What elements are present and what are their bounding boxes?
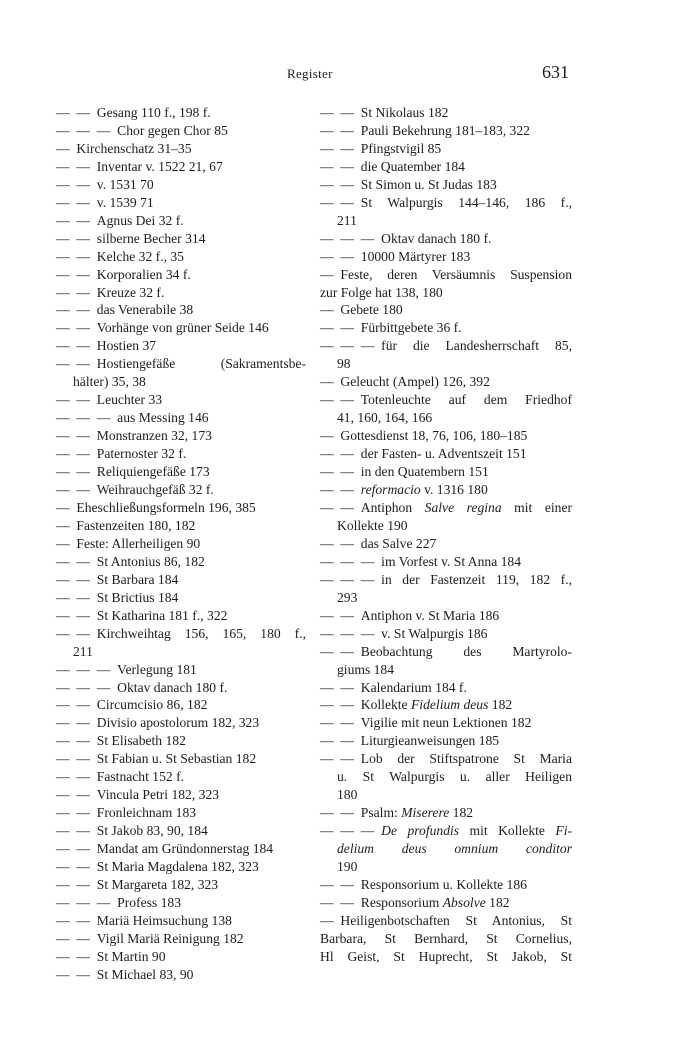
index-entry bbox=[320, 679, 572, 697]
entry-text: Kelche 32 f., 35 bbox=[96, 248, 184, 264]
entry-dash: — — bbox=[320, 715, 361, 731]
index-entry bbox=[320, 301, 572, 319]
index-entry bbox=[56, 804, 306, 822]
entry-text: Agnus Dei 32 f. bbox=[96, 212, 184, 228]
entry-text: Hostien 37 bbox=[96, 338, 157, 354]
index-entry bbox=[320, 499, 572, 517]
entry-dash: — — bbox=[56, 212, 97, 228]
index-entry bbox=[320, 391, 572, 409]
index-entry bbox=[56, 499, 306, 517]
entry-text: Weihrauchgefäß 32 f. bbox=[96, 482, 214, 498]
entry-text: zur Folge hat 138, 180 bbox=[320, 284, 443, 300]
entry-text: Mariä Heimsuchung 138 bbox=[96, 912, 232, 928]
entry-text: Verlegung 181 bbox=[117, 661, 197, 677]
entry-text: Inventar v. 1522 21, 67 bbox=[96, 158, 223, 174]
entry-text: Fronleichnam 183 bbox=[96, 805, 197, 821]
entry-dash: — bbox=[56, 140, 77, 156]
entry-text: Responsorium Absolve 182 bbox=[360, 894, 510, 910]
entry-dash: — — bbox=[320, 894, 361, 910]
entry-dash: — — bbox=[56, 553, 97, 569]
index-entry bbox=[56, 194, 306, 212]
entry-text: Heiligenbotschaften St Antonius, St bbox=[340, 912, 572, 928]
entry-text: reformacio v. 1316 180 bbox=[360, 482, 488, 498]
index-entry bbox=[56, 337, 306, 355]
index-entry bbox=[320, 284, 572, 302]
entry-dash: — — — bbox=[56, 679, 118, 695]
entry-dash: — — bbox=[320, 643, 361, 659]
page-number: 631 bbox=[542, 62, 569, 82]
index-entry bbox=[320, 840, 572, 858]
entry-dash: — — bbox=[320, 194, 361, 210]
index-entry bbox=[320, 750, 572, 768]
entry-text: Geleucht (Ampel) 126, 392 bbox=[340, 374, 490, 390]
entry-text: Vorhänge von grüner Seide 146 bbox=[96, 320, 269, 336]
entry-text: Feste, deren Versäumnis Suspension bbox=[340, 266, 572, 282]
entry-text: 98 bbox=[337, 356, 351, 372]
index-entry bbox=[320, 589, 572, 607]
index-entry bbox=[56, 266, 306, 284]
entry-text: Kollekte 190 bbox=[337, 517, 408, 533]
entry-text: Lob der Stiftspatrone St Maria bbox=[360, 751, 572, 767]
index-entry bbox=[320, 481, 572, 499]
entry-dash: — bbox=[320, 374, 341, 390]
entry-dash: — — bbox=[56, 948, 97, 964]
index-entry bbox=[56, 140, 306, 158]
entry-text: in der Fastenzeit 119, 182 f., bbox=[381, 571, 572, 587]
entry-dash: — — bbox=[56, 912, 97, 928]
entry-text: Vigilie mit neun Lektionen 182 bbox=[360, 715, 532, 731]
entry-dash: — — — bbox=[320, 571, 382, 587]
entry-dash: — — bbox=[320, 499, 361, 515]
entry-text: Kirchweihtag 156, 165, 180 f., bbox=[96, 625, 306, 641]
entry-text: Chor gegen Chor 85 bbox=[117, 122, 228, 138]
entry-text: Profess 183 bbox=[117, 894, 181, 910]
index-entry bbox=[320, 535, 572, 553]
entry-dash: — — bbox=[56, 823, 97, 839]
entry-text: für die Landesherrschaft 85, bbox=[381, 338, 572, 354]
entry-dash: — — bbox=[56, 105, 97, 120]
entry-dash: — — bbox=[56, 841, 97, 857]
entry-dash: — — — bbox=[320, 338, 382, 354]
index-entry bbox=[320, 625, 572, 643]
entry-dash: — — bbox=[56, 176, 97, 192]
entry-dash: — — bbox=[56, 320, 97, 336]
entry-dash: — — bbox=[56, 715, 97, 731]
index-entry bbox=[56, 104, 306, 122]
index-entry bbox=[56, 248, 306, 266]
index-entry bbox=[56, 373, 306, 391]
index-entry bbox=[320, 176, 572, 194]
index-entry bbox=[320, 158, 572, 176]
index-entry bbox=[56, 966, 306, 984]
entry-text: aus Messing 146 bbox=[117, 410, 209, 426]
index-entry bbox=[320, 104, 572, 122]
entry-text: Mandat am Gründonnerstag 184 bbox=[96, 841, 274, 857]
index-entry bbox=[56, 230, 306, 248]
entry-dash: — — bbox=[56, 338, 97, 354]
index-entry bbox=[56, 768, 306, 786]
entry-dash: — — bbox=[56, 697, 97, 713]
entry-text: 190 bbox=[337, 859, 358, 875]
entry-dash: — — bbox=[56, 356, 97, 372]
entry-text: St Antonius 86, 182 bbox=[96, 553, 205, 569]
index-entry bbox=[56, 284, 306, 302]
entry-text: 211 bbox=[73, 643, 93, 659]
entry-dash: — — bbox=[56, 787, 97, 803]
index-entry bbox=[56, 696, 306, 714]
entry-dash: — — bbox=[320, 320, 361, 336]
entry-text: Gottesdienst 18, 76, 106, 180–185 bbox=[340, 428, 528, 444]
entry-dash: — — bbox=[56, 589, 97, 605]
entry-text: im Vorfest v. St Anna 184 bbox=[381, 553, 522, 569]
entry-dash: — — bbox=[320, 392, 361, 408]
entry-text: St Martin 90 bbox=[96, 948, 166, 964]
entry-text: Eheschließungsformeln 196, 385 bbox=[76, 499, 256, 515]
entry-text: Psalm: Miserere 182 bbox=[360, 805, 474, 821]
entry-dash: — — — bbox=[320, 823, 382, 839]
index-entry bbox=[56, 212, 306, 230]
entry-text: St Fabian u. St Sebastian 182 bbox=[96, 751, 257, 767]
left-column bbox=[56, 104, 306, 984]
index-entry bbox=[320, 212, 572, 230]
entry-dash: — — bbox=[56, 230, 97, 246]
entry-dash: — — — bbox=[56, 410, 118, 426]
entry-dash: — — — bbox=[320, 625, 382, 641]
index-entry bbox=[56, 481, 306, 499]
entry-text: v. St Walpurgis 186 bbox=[381, 625, 488, 641]
entry-dash: — — — bbox=[56, 122, 118, 138]
entry-text: Antiphon v. St Maria 186 bbox=[360, 607, 500, 623]
entry-dash: — — bbox=[320, 248, 361, 264]
entry-dash: — — bbox=[56, 805, 97, 821]
entry-dash: — — bbox=[320, 805, 361, 821]
entry-dash: — — bbox=[320, 482, 361, 498]
entry-dash: — — bbox=[320, 140, 361, 156]
index-entry bbox=[56, 535, 306, 553]
entry-text: Kollekte Fidelium deus 182 bbox=[360, 697, 513, 713]
index-entry bbox=[320, 122, 572, 140]
index-entry bbox=[56, 517, 306, 535]
entry-dash: — — bbox=[56, 392, 97, 408]
entry-dash: — bbox=[320, 428, 341, 444]
entry-dash: — — bbox=[320, 158, 361, 174]
index-entry bbox=[56, 732, 306, 750]
index-entry bbox=[320, 714, 572, 732]
entry-text: 211 bbox=[337, 212, 357, 228]
index-entry bbox=[56, 750, 306, 768]
index-entry bbox=[56, 158, 306, 176]
index-entry bbox=[56, 643, 306, 661]
entry-text: Circumcisio 86, 182 bbox=[96, 697, 208, 713]
index-entry bbox=[56, 607, 306, 625]
entry-text: St Jakob 83, 90, 184 bbox=[96, 823, 208, 839]
entry-dash: — — bbox=[56, 876, 97, 892]
entry-dash: — — bbox=[320, 733, 361, 749]
index-entry bbox=[56, 948, 306, 966]
entry-dash: — — bbox=[56, 284, 97, 300]
index-entry bbox=[320, 337, 572, 355]
index-entry bbox=[320, 768, 572, 786]
entry-text: St Maria Magdalena 182, 323 bbox=[96, 859, 259, 875]
entry-text: Vincula Petri 182, 323 bbox=[96, 787, 220, 803]
entry-text: St Michael 83, 90 bbox=[96, 966, 194, 982]
entry-dash: — — bbox=[320, 464, 361, 480]
entry-text: Beobachtung des Martyrolo- bbox=[360, 643, 572, 659]
index-entry bbox=[56, 301, 306, 319]
entry-text: St Walpurgis 144–146, 186 f., bbox=[360, 194, 572, 210]
entry-text: St Margareta 182, 323 bbox=[96, 876, 219, 892]
entry-text: Feste: Allerheiligen 90 bbox=[76, 535, 201, 551]
index-entry bbox=[56, 355, 306, 373]
index-entry bbox=[56, 589, 306, 607]
entry-text: giums 184 bbox=[337, 661, 395, 677]
entry-dash: — bbox=[320, 912, 341, 928]
entry-dash: — — bbox=[56, 446, 97, 462]
index-entry bbox=[320, 319, 572, 337]
entry-text: Leuchter 33 bbox=[96, 392, 163, 408]
entry-text: Korporalien 34 f. bbox=[96, 266, 191, 282]
running-head: Register bbox=[287, 66, 333, 81]
index-entry bbox=[56, 930, 306, 948]
index-entry bbox=[320, 607, 572, 625]
index-entry bbox=[320, 445, 572, 463]
index-entry bbox=[56, 661, 306, 679]
index-entry bbox=[320, 643, 572, 661]
right-column bbox=[320, 104, 572, 966]
entry-dash: — — bbox=[56, 266, 97, 282]
entry-dash: — — bbox=[56, 733, 97, 749]
index-entry bbox=[56, 625, 306, 643]
index-entry bbox=[320, 661, 572, 679]
entry-dash: — bbox=[320, 266, 341, 282]
entry-text: das Venerabile 38 bbox=[96, 302, 194, 318]
entry-text: Divisio apostolorum 182, 323 bbox=[96, 715, 260, 731]
entry-text: Pauli Bekehrung 181–183, 322 bbox=[360, 122, 530, 138]
entry-text: v. 1531 70 bbox=[96, 176, 154, 192]
entry-dash: — — — bbox=[320, 230, 382, 246]
entry-text: Responsorium u. Kollekte 186 bbox=[360, 876, 527, 892]
index-entry bbox=[320, 571, 572, 589]
entry-text: hälter) 35, 38 bbox=[73, 374, 146, 390]
entry-text: St Nikolaus 182 bbox=[360, 105, 449, 120]
index-entry bbox=[56, 822, 306, 840]
entry-dash: — — bbox=[56, 625, 97, 641]
index-entry bbox=[320, 409, 572, 427]
entry-text: Kreuze 32 f. bbox=[96, 284, 165, 300]
entry-dash: — bbox=[56, 499, 77, 515]
entry-text: die Quatember 184 bbox=[360, 158, 465, 174]
entry-text: Fastnacht 152 f. bbox=[96, 769, 184, 785]
entry-text: Antiphon Salve regina mit einer bbox=[360, 499, 572, 515]
entry-text: Kalendarium 184 f. bbox=[360, 679, 467, 695]
entry-dash: — — bbox=[320, 607, 361, 623]
entry-dash: — — bbox=[56, 607, 97, 623]
index-entry bbox=[56, 553, 306, 571]
entry-dash: — — bbox=[320, 535, 361, 551]
entry-text: St Barbara 184 bbox=[96, 571, 179, 587]
entry-text: St Simon u. St Judas 183 bbox=[360, 176, 497, 192]
entry-dash: — — bbox=[56, 464, 97, 480]
index-entry bbox=[320, 858, 572, 876]
index-entry bbox=[56, 786, 306, 804]
entry-dash: — — bbox=[56, 428, 97, 444]
entry-text: Vigil Mariä Reinigung 182 bbox=[96, 930, 244, 946]
entry-text: u. St Walpurgis u. aller Heiligen bbox=[337, 769, 572, 785]
index-entry bbox=[56, 571, 306, 589]
entry-dash: — — bbox=[320, 697, 361, 713]
entry-text: Gebete 180 bbox=[340, 302, 403, 318]
index-entry bbox=[320, 230, 572, 248]
entry-text: Gesang 110 f., 198 f. bbox=[96, 105, 211, 120]
index-entry bbox=[56, 122, 306, 140]
index-entry bbox=[320, 355, 572, 373]
index-entry bbox=[320, 804, 572, 822]
entry-dash: — — bbox=[320, 679, 361, 695]
index-entry bbox=[56, 679, 306, 697]
index-entry bbox=[56, 714, 306, 732]
index-entry bbox=[320, 930, 572, 948]
entry-text: De profundis mit Kollekte Fi- bbox=[381, 823, 572, 839]
entry-dash: — bbox=[56, 535, 77, 551]
index-entry bbox=[320, 248, 572, 266]
entry-text: silberne Becher 314 bbox=[96, 230, 206, 246]
entry-dash: — — bbox=[56, 194, 97, 210]
index-entry bbox=[56, 409, 306, 427]
entry-text: Pfingstvigil 85 bbox=[360, 140, 442, 156]
entry-text: Paternoster 32 f. bbox=[96, 446, 187, 462]
entry-text: Kirchenschatz 31–35 bbox=[76, 140, 192, 156]
entry-dash: — — bbox=[56, 930, 97, 946]
entry-dash: — — bbox=[56, 158, 97, 174]
entry-dash: — — bbox=[320, 446, 361, 462]
entry-text: St Brictius 184 bbox=[96, 589, 179, 605]
entry-dash: — — bbox=[56, 482, 97, 498]
entry-text: Barbara, St Bernhard, St Cornelius, bbox=[320, 930, 572, 946]
entry-text: in den Quatembern 151 bbox=[360, 464, 489, 480]
entry-text: 180 bbox=[337, 787, 358, 803]
entry-text: Oktav danach 180 f. bbox=[117, 679, 228, 695]
entry-text: 293 bbox=[337, 589, 358, 605]
index-entry bbox=[56, 912, 306, 930]
entry-text: Oktav danach 180 f. bbox=[381, 230, 492, 246]
index-entry bbox=[320, 517, 572, 535]
index-entry bbox=[320, 822, 572, 840]
entry-text: Fastenzeiten 180, 182 bbox=[76, 517, 196, 533]
entry-dash: — — bbox=[56, 966, 97, 982]
index-entry bbox=[320, 427, 572, 445]
entry-text: v. 1539 71 bbox=[96, 194, 154, 210]
entry-text: 10000 Märtyrer 183 bbox=[360, 248, 471, 264]
entry-text: delium deus omnium conditor bbox=[337, 841, 572, 857]
entry-text: das Salve 227 bbox=[360, 535, 437, 551]
entry-text: Hl Geist, St Huprecht, St Jakob, St bbox=[320, 948, 572, 964]
entry-text: Monstranzen 32, 173 bbox=[96, 428, 212, 444]
entry-dash: — — bbox=[56, 769, 97, 785]
index-entry bbox=[320, 140, 572, 158]
entry-text: Liturgieanweisungen 185 bbox=[360, 733, 500, 749]
index-entry bbox=[56, 876, 306, 894]
entry-dash: — — bbox=[56, 859, 97, 875]
entry-text: Hostiengefäße (Sakramentsbe- bbox=[96, 356, 306, 372]
index-entry bbox=[56, 391, 306, 409]
index-entry bbox=[56, 176, 306, 194]
index-entry bbox=[320, 194, 572, 212]
index-entry bbox=[320, 463, 572, 481]
index-entry bbox=[320, 553, 572, 571]
entry-dash: — — bbox=[56, 248, 97, 264]
index-entry bbox=[320, 894, 572, 912]
entry-dash: — bbox=[320, 302, 341, 318]
entry-dash: — bbox=[56, 517, 77, 533]
index-entry bbox=[320, 786, 572, 804]
entry-dash: — — — bbox=[320, 553, 382, 569]
index-entry bbox=[320, 373, 572, 391]
entry-text: Totenleuchte auf dem Friedhof bbox=[360, 392, 572, 408]
index-entry bbox=[320, 876, 572, 894]
entry-dash: — — bbox=[56, 302, 97, 318]
entry-dash: — — bbox=[320, 751, 361, 767]
entry-dash: — — bbox=[320, 122, 361, 138]
index-entry bbox=[56, 427, 306, 445]
entry-dash: — — bbox=[56, 751, 97, 767]
index-entry bbox=[56, 463, 306, 481]
index-entry bbox=[56, 445, 306, 463]
entry-dash: — — — bbox=[56, 661, 118, 677]
index-entry bbox=[320, 732, 572, 750]
index-entry bbox=[56, 319, 306, 337]
entry-text: der Fasten- u. Adventszeit 151 bbox=[360, 446, 527, 462]
entry-text: St Katharina 181 f., 322 bbox=[96, 607, 228, 623]
index-entry bbox=[56, 858, 306, 876]
entry-text: Reliquiengefäße 173 bbox=[96, 464, 210, 480]
index-entry bbox=[320, 912, 572, 930]
entry-dash: — — bbox=[56, 571, 97, 587]
entry-dash: — — bbox=[320, 876, 361, 892]
entry-text: Fürbittgebete 36 f. bbox=[360, 320, 462, 336]
entry-dash: — — bbox=[320, 105, 361, 120]
entry-dash: — — bbox=[320, 176, 361, 192]
index-entry bbox=[56, 894, 306, 912]
index-entry bbox=[56, 840, 306, 858]
index-entry bbox=[320, 696, 572, 714]
entry-text: St Elisabeth 182 bbox=[96, 733, 186, 749]
index-entry bbox=[320, 266, 572, 284]
entry-text: 41, 160, 164, 166 bbox=[337, 410, 433, 426]
index-entry bbox=[320, 948, 572, 966]
entry-dash: — — — bbox=[56, 894, 118, 910]
